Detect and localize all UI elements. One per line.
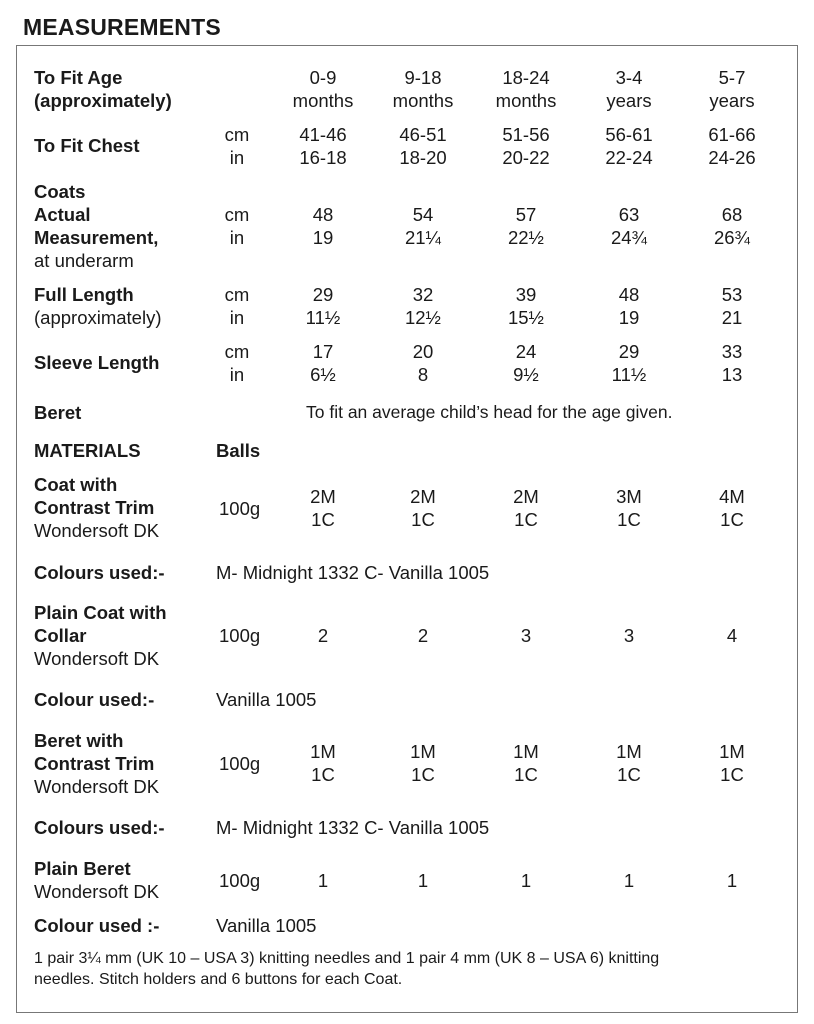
beret-trim-label: Beret with [34, 730, 124, 751]
size-header-2: 9-18 [404, 67, 442, 88]
needles-note-line-2: needles. Stitch holders and 6 buttons for each Coat. [34, 971, 403, 988]
size-header-4-unit: years [606, 90, 652, 111]
sleeve-cm-4: 29 [618, 341, 640, 362]
beret-note: To fit an average child’s head for the age given. [306, 402, 673, 422]
beret-trim-c-5: 1C [720, 764, 744, 785]
coats-underarm-label: at underarm [34, 250, 134, 271]
beret-trim-c-4: 1C [617, 764, 641, 785]
balls-heading: Balls [216, 440, 261, 461]
plain-beret-qty-3: 1 [520, 870, 532, 891]
sleeve-in-1: 6½ [310, 364, 336, 385]
coats-unit-in: in [229, 227, 245, 248]
sleeve-in-4: 11½ [611, 364, 647, 385]
plain-coat-yarn: Wondersoft DK [34, 648, 160, 669]
coats-cm-1: 48 [312, 204, 334, 225]
plain-beret-qty-5: 1 [726, 870, 738, 891]
size-header-1: 0-9 [309, 67, 337, 88]
coats-cm-5: 68 [721, 204, 743, 225]
coat-trim-c-2: 1C [411, 509, 435, 530]
full-length-cm-4: 48 [618, 284, 640, 305]
age-label-approx: (approximately) [34, 90, 172, 111]
chest-cm-4: 56-61 [605, 124, 653, 145]
needles-note [34, 948, 774, 990]
colours-used-label-1: Colours used:- [34, 562, 165, 583]
sleeve-length-label: Sleeve Length [34, 352, 160, 373]
coat-trim-m-3: 2M [513, 486, 539, 507]
beret-trim-weight: 100g [219, 753, 261, 774]
coat-trim-yarn: Wondersoft DK [34, 520, 160, 541]
coat-trim-m-5: 4M [719, 486, 745, 507]
chest-in-5: 24-26 [708, 147, 756, 168]
plain-beret-yarn: Wondersoft DK [34, 881, 160, 902]
coats-in-4: 24¾ [610, 227, 647, 248]
plain-coat-qty-1: 2 [317, 625, 329, 646]
sleeve-in-5: 13 [721, 364, 743, 385]
coat-trim-label: Coat with [34, 474, 118, 495]
size-header-4: 3-4 [615, 67, 643, 88]
sleeve-cm-2: 20 [412, 341, 434, 362]
beret-trim-c-1: 1C [311, 764, 335, 785]
full-length-label: Full Length [34, 284, 134, 305]
chest-unit-cm: cm [224, 124, 250, 145]
sleeve-unit-in: in [229, 364, 245, 385]
coat-trim-m-4: 3M [616, 486, 642, 507]
age-label: To Fit Age [34, 67, 123, 88]
colours-used-value-1: M- Midnight 1332 C- Vanilla 1005 [216, 562, 490, 583]
size-header-3-unit: months [495, 90, 557, 111]
coats-cm-2: 54 [412, 204, 434, 225]
beret-trim-m-1: 1M [310, 741, 336, 762]
colour-used-label-4: Colour used :- [34, 915, 160, 936]
coats-in-2: 21¼ [404, 227, 441, 248]
chest-cm-1: 41-46 [299, 124, 347, 145]
coats-unit-cm: cm [224, 204, 250, 225]
full-length-cm-5: 53 [721, 284, 743, 305]
plain-beret-qty-2: 1 [417, 870, 429, 891]
plain-coat-weight: 100g [219, 625, 261, 646]
coat-trim-label-2: Contrast Trim [34, 497, 155, 518]
colour-used-value-2: Vanilla 1005 [216, 689, 317, 710]
beret-trim-m-3: 1M [513, 741, 539, 762]
full-length-approx-label: (approximately) [34, 307, 162, 328]
full-length-in-3: 15½ [507, 307, 544, 328]
coats-actual-label: Actual [34, 204, 91, 225]
page-title: MEASUREMENTS [23, 14, 221, 40]
chest-label: To Fit Chest [34, 135, 140, 156]
sleeve-cm-5: 33 [721, 341, 743, 362]
sleeve-cm-3: 24 [515, 341, 537, 362]
chest-cm-5: 61-66 [708, 124, 756, 145]
chest-in-2: 18-20 [399, 147, 447, 168]
coats-cm-4: 63 [618, 204, 640, 225]
size-header-1-unit: months [292, 90, 354, 111]
plain-beret-qty-1: 1 [317, 870, 329, 891]
beret-trim-m-5: 1M [719, 741, 745, 762]
full-length-in-2: 12½ [404, 307, 441, 328]
full-length-cm-3: 39 [515, 284, 537, 305]
colours-used-label-3: Colours used:- [34, 817, 165, 838]
size-header-5: 5-7 [718, 67, 746, 88]
beret-trim-m-4: 1M [616, 741, 642, 762]
beret-trim-c-3: 1C [514, 764, 538, 785]
chest-cm-3: 51-56 [502, 124, 550, 145]
materials-heading: MATERIALS [34, 440, 141, 461]
plain-beret-weight: 100g [219, 870, 261, 891]
chest-in-4: 22-24 [605, 147, 653, 168]
full-length-unit-cm: cm [224, 284, 250, 305]
full-length-in-5: 21 [721, 307, 743, 328]
coats-cm-3: 57 [515, 204, 537, 225]
coats-in-1: 19 [312, 227, 334, 248]
chest-in-3: 20-22 [502, 147, 550, 168]
coat-trim-m-1: 2M [310, 486, 336, 507]
beret-trim-yarn: Wondersoft DK [34, 776, 160, 797]
sleeve-in-2: 8 [417, 364, 429, 385]
coat-trim-c-4: 1C [617, 509, 641, 530]
full-length-in-1: 11½ [305, 307, 341, 328]
coats-in-5: 26¾ [713, 227, 750, 248]
colour-used-label-2: Colour used:- [34, 689, 155, 710]
full-length-cm-2: 32 [412, 284, 434, 305]
coats-measurement-label: Measurement, [34, 227, 159, 248]
plain-coat-qty-3: 3 [520, 625, 532, 646]
plain-coat-qty-5: 4 [726, 625, 738, 646]
sleeve-cm-1: 17 [312, 341, 334, 362]
full-length-in-4: 19 [618, 307, 640, 328]
beret-trim-c-2: 1C [411, 764, 435, 785]
size-header-3: 18-24 [502, 67, 550, 88]
chest-in-1: 16-18 [299, 147, 347, 168]
needles-note-line-1: 1 pair 3¼ mm (UK 10 – USA 3) knitting needles and 1 pair 4 mm (UK 8 – USA 6) knitting [34, 950, 660, 967]
coat-trim-c-5: 1C [720, 509, 744, 530]
colour-used-value-4: Vanilla 1005 [216, 915, 317, 936]
size-header-5-unit: years [709, 90, 755, 111]
sleeve-unit-cm: cm [224, 341, 250, 362]
chest-unit-in: in [229, 147, 245, 168]
beret-trim-m-2: 1M [410, 741, 436, 762]
coat-trim-weight: 100g [219, 498, 261, 519]
full-length-unit-in: in [229, 307, 245, 328]
colours-used-value-3: M- Midnight 1332 C- Vanilla 1005 [216, 817, 490, 838]
beret-trim-label-2: Contrast Trim [34, 753, 155, 774]
coat-trim-c-1: 1C [311, 509, 335, 530]
beret-label: Beret [34, 402, 82, 423]
coats-label: Coats [34, 181, 86, 202]
plain-coat-qty-2: 2 [417, 625, 429, 646]
coat-trim-m-2: 2M [410, 486, 436, 507]
plain-beret-qty-4: 1 [623, 870, 635, 891]
sleeve-in-3: 9½ [513, 364, 539, 385]
chest-cm-2: 46-51 [399, 124, 447, 145]
plain-coat-label: Plain Coat with [34, 602, 167, 623]
plain-coat-label-2: Collar [34, 625, 87, 646]
size-header-2-unit: months [392, 90, 454, 111]
coats-in-3: 22½ [507, 227, 544, 248]
plain-coat-qty-4: 3 [623, 625, 635, 646]
coat-trim-c-3: 1C [514, 509, 538, 530]
full-length-cm-1: 29 [312, 284, 334, 305]
plain-beret-label: Plain Beret [34, 858, 131, 879]
